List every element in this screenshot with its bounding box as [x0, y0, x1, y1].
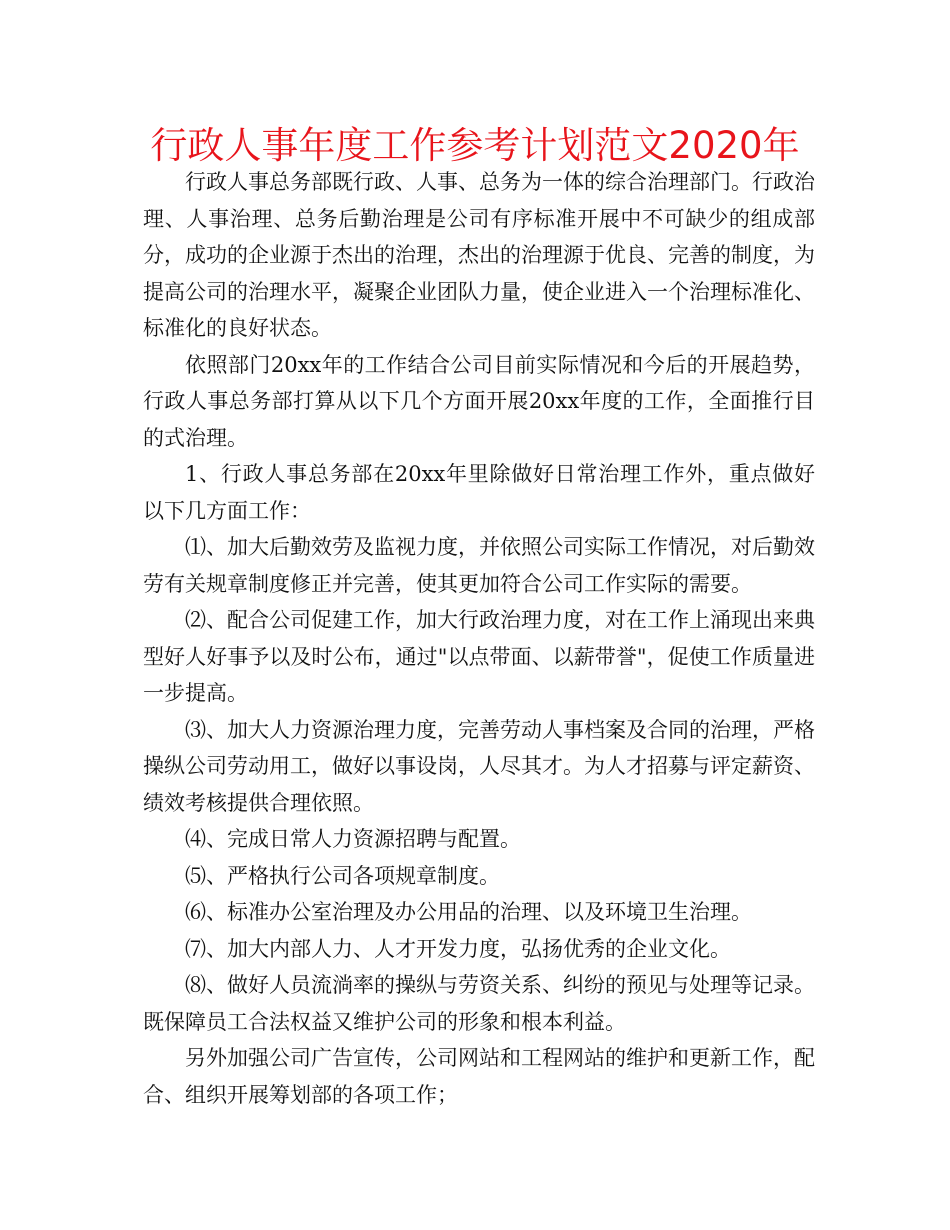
- paragraph-item-7: ⑺、加大内部人力、人才开发力度，弘扬优秀的企业文化。: [185, 936, 731, 961]
- document-body: [143, 164, 815, 1113]
- paragraph-intro: 行政人事总务部既行政、人事、总务为一体的综合治理部门。行政治理、人事治理、总务后勤治理是公司有序标准开展中不可缺少的组成部分，成功的企业源于杰出的治理，杰出的治理源于优良、完善的制度，为提高公司的治理水平，凝聚企业团队力量，使企业进入一个治理标准化、标准化的良好状态。: [143, 170, 815, 340]
- paragraph-item-6: ⑹、标准办公室治理及办公用品的治理、以及环境卫生治理。: [185, 900, 752, 924]
- document-title: 行政人事年度工作参考计划范文2020年: [150, 124, 800, 167]
- paragraph-item-8: ⑻、做好人员流淌率的操纵与劳资关系、纠纷的预见与处理等记录。既保障员工合法权益又维护公司的形象和根本利益。: [143, 973, 815, 1034]
- paragraph-item-5: ⑸、严格执行公司各项规章制度。: [185, 863, 500, 888]
- paragraph-additional: 另外加强公司广告宣传，公司网站和工程网站的维护和更新工作，配合、组织开展筹划部的各项工作；: [143, 1046, 815, 1107]
- paragraph-item-4: ⑷、完成日常人力资源招聘与配置。: [185, 827, 521, 851]
- paragraph-item-1: ⑴、加大后勤效劳及监视力度，并依照公司实际工作情况，对后勤效劳有关规章制度修正并完善，使其更加符合公司工作实际的需要。: [143, 535, 815, 596]
- paragraph-item-3: ⑶、加大人力资源治理力度，完善劳动人事档案及合同的治理，严格操纵公司劳动用工，做好以事设岗，人尽其才。为人才招募与评定薪资、绩效考核提供合理依照。: [143, 717, 815, 815]
- paragraph-item-2: ⑵、配合公司促建工作，加大行政治理力度，对在工作上涌现出来典型好人好事予以及时公布，通过"以点带面、以薪带誉"，促使工作质量进一步提高。: [143, 608, 815, 705]
- paragraph-section-1: 1、行政人事总务部在20xx年里除做好日常治理工作外，重点做好以下几方面工作：: [143, 462, 815, 523]
- paragraph-plan: 依照部门20xx年的工作结合公司目前实际情况和今后的开展趋势，行政人事总务部打算从以下几个方面开展20xx年度的工作，全面推行目的式治理。: [143, 352, 815, 450]
